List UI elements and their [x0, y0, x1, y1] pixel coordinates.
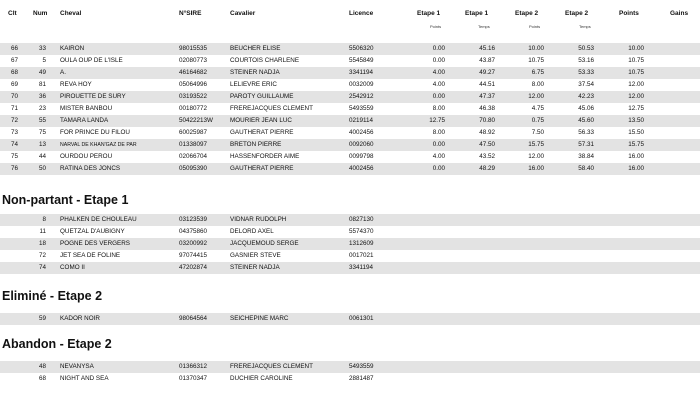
cell-e2p: 15.75	[528, 141, 544, 148]
cell-clt: 73	[10, 129, 18, 136]
header-etape2-temps: Etape 2	[565, 10, 589, 17]
cell-cheval: NEVANYSA	[60, 363, 94, 370]
cell-e1t: 49.27	[479, 69, 495, 76]
cell-licence: 2542912	[349, 93, 374, 100]
cell-pts: 15.75	[628, 141, 644, 148]
cell-cheval: MISTER BANBOU	[60, 105, 113, 112]
cell-clt: 67	[10, 57, 18, 64]
header-gains: Gains	[670, 10, 689, 17]
cell-sire: 02080773	[179, 57, 208, 64]
cell-cavalier: STEINER NADJA	[230, 264, 280, 271]
cell-e1p: 4.00	[432, 153, 445, 160]
cell-cheval: KAIRON	[60, 45, 85, 52]
cell-num: 49	[38, 69, 46, 76]
cell-cavalier: COURTOIS CHARLENE	[230, 57, 300, 64]
cell-e1t: 44.51	[479, 81, 495, 88]
cell-num: 48	[38, 363, 46, 370]
header-cavalier: Cavalier	[230, 10, 256, 17]
cell-sire: 98015535	[179, 45, 208, 52]
cell-pts: 15.50	[628, 129, 644, 136]
header-cheval: Cheval	[60, 10, 82, 17]
cell-pts: 10.00	[628, 45, 644, 52]
cell-cavalier: PAROTY GUILLAUME	[230, 93, 294, 100]
cell-e2t: 53.16	[578, 57, 594, 64]
cell-cheval: NIGHT AND SEA	[60, 375, 109, 382]
cell-e1t: 48.29	[479, 165, 495, 172]
cell-licence: 2881487	[349, 375, 374, 382]
header-etape2-points: Etape 2	[515, 10, 539, 17]
cell-licence: 0219114	[349, 117, 374, 124]
header-etape1-temps: Etape 1	[465, 10, 489, 17]
cell-cavalier: DELORD AXEL	[230, 228, 274, 235]
cell-pts: 10.75	[628, 69, 644, 76]
cell-sire: 03193522	[179, 93, 208, 100]
cell-clt: 71	[10, 105, 18, 112]
cell-cheval: NARVAL DE KHAN'GAZ DE PAR	[60, 142, 137, 148]
cell-clt: 72	[10, 117, 18, 124]
table-row	[0, 127, 700, 139]
header-etape2-temps-sub: Temps	[579, 24, 591, 29]
header-etape1-points: Etape 1	[417, 10, 441, 17]
cell-e1p: 8.00	[432, 105, 445, 112]
cell-num: 11	[39, 228, 46, 235]
cell-pts: 12.00	[628, 81, 644, 88]
cell-e2t: 57.31	[578, 141, 594, 148]
cell-e2t: 45.06	[578, 105, 594, 112]
cell-e2p: 12.00	[528, 93, 544, 100]
header-etape1-points-sub: Points	[430, 24, 442, 29]
cell-cheval: OULA OUP DE L'ISLE	[60, 57, 123, 64]
table-row	[0, 262, 700, 274]
header-clt: Clt	[8, 10, 17, 17]
cell-e2p: 6.75	[531, 69, 544, 76]
cell-pts: 10.75	[628, 57, 644, 64]
cell-cheval: KADOR NOIR	[60, 315, 100, 322]
header-licence: Licence	[349, 10, 374, 17]
cell-cavalier: HASSENFORDER AIME	[230, 153, 300, 160]
cell-num: 44	[38, 153, 46, 160]
cell-e1p: 4.00	[432, 81, 445, 88]
cell-e1p: 4.00	[432, 69, 445, 76]
cell-cavalier: GASNIER STEVE	[230, 252, 281, 259]
cell-licence: 0827130	[349, 216, 374, 223]
cell-cavalier: GAUTHERAT PIERRE	[230, 165, 294, 172]
table-row	[0, 313, 700, 325]
table-row	[0, 361, 700, 373]
cell-num: 13	[38, 141, 46, 148]
cell-e1p: 0.00	[432, 45, 445, 52]
cell-e1t: 48.92	[479, 129, 495, 136]
table-row	[0, 214, 700, 226]
cell-cheval: COMO II	[60, 264, 85, 271]
cell-cavalier: BRETON PIERRE	[230, 141, 282, 148]
cell-e2p: 16.00	[528, 165, 544, 172]
cell-sire: 01338097	[179, 141, 208, 148]
table-row	[0, 373, 700, 385]
cell-licence: 5545849	[349, 57, 374, 64]
cell-e2p: 12.00	[528, 153, 544, 160]
cell-cheval: FOR PRINCE DU FILOU	[60, 129, 130, 136]
cell-licence: 3341194	[349, 264, 374, 271]
cell-sire: 02066704	[179, 153, 208, 160]
cell-pts: 16.00	[628, 153, 644, 160]
cell-clt: 75	[10, 153, 18, 160]
cell-e1p: 0.00	[432, 93, 445, 100]
cell-sire: 01370347	[179, 375, 208, 382]
cell-e2t: 38.84	[578, 153, 594, 160]
cell-cheval: OURDOU PEROU	[60, 153, 113, 160]
section-title: Eliminé - Etape 2	[2, 289, 103, 303]
cell-sire: 50422213W	[179, 117, 213, 124]
cell-sire: 60025987	[179, 129, 208, 136]
cell-licence: 5506320	[349, 45, 374, 52]
cell-clt: 68	[10, 69, 18, 76]
cell-licence: 0099798	[349, 153, 374, 160]
cell-pts: 12.00	[628, 93, 644, 100]
cell-cheval: TAMARA LANDA	[60, 117, 109, 124]
cell-licence: 5574370	[349, 228, 374, 235]
cell-e1t: 43.52	[479, 153, 495, 160]
cell-cheval: A.	[60, 69, 66, 76]
cell-cheval: RATINA DES JONCS	[60, 165, 121, 172]
cell-cavalier: GAUTHERAT PIERRE	[230, 129, 294, 136]
cell-e2p: 8.00	[531, 81, 544, 88]
cell-licence: 4002456	[349, 165, 374, 172]
cell-e1t: 47.50	[479, 141, 495, 148]
cell-pts: 12.75	[628, 105, 644, 112]
header-num: Num	[33, 10, 48, 17]
cell-cheval: PHALKEN DE CHOULEAU	[60, 216, 137, 223]
cell-sire: 98064564	[179, 315, 208, 322]
cell-cavalier: BEUCHER ELISE	[230, 45, 281, 52]
cell-cavalier: VIDNAR RUDOLPH	[230, 216, 287, 223]
section-title: Abandon - Etape 2	[2, 337, 112, 351]
cell-e1t: 70.80	[479, 117, 495, 124]
cell-sire: 97074415	[179, 252, 208, 259]
cell-e2t: 50.53	[578, 45, 594, 52]
cell-cavalier: STEINER NADJA	[230, 69, 280, 76]
cell-clt: 74	[10, 141, 18, 148]
cell-cavalier: FREREJACQUES CLEMENT	[230, 105, 313, 112]
cell-cheval: POGNE DES VERGERS	[60, 240, 130, 247]
cell-licence: 4002456	[349, 129, 374, 136]
cell-clt: 76	[10, 165, 18, 172]
cell-e2t: 37.54	[578, 81, 594, 88]
cell-licence: 1312609	[349, 240, 374, 247]
cell-num: 81	[38, 81, 46, 88]
cell-sire: 47202874	[179, 264, 208, 271]
cell-e2t: 56.33	[578, 129, 594, 136]
cell-sire: 03200992	[179, 240, 208, 247]
cell-e2p: 7.50	[531, 129, 544, 136]
cell-num: 8	[42, 216, 46, 223]
table-row	[0, 226, 700, 238]
cell-e1t: 47.37	[479, 93, 495, 100]
cell-num: 59	[38, 315, 46, 322]
cell-clt: 69	[10, 81, 18, 88]
cell-num: 36	[38, 93, 46, 100]
table-row	[0, 115, 700, 127]
cell-num: 5	[42, 57, 46, 64]
cell-licence: 3341194	[349, 69, 374, 76]
cell-cavalier: LELIEVRE ERIC	[230, 81, 277, 88]
table-row	[0, 103, 700, 115]
cell-e2t: 58.40	[578, 165, 594, 172]
cell-num: 74	[38, 264, 46, 271]
cell-e1p: 0.00	[432, 141, 445, 148]
cell-e2t: 42.23	[578, 93, 594, 100]
section-title: Non-partant - Etape 1	[2, 193, 129, 207]
table-row	[0, 79, 700, 91]
cell-sire: 03123539	[179, 216, 208, 223]
cell-num: 68	[38, 375, 46, 382]
cell-num: 50	[38, 165, 46, 172]
cell-licence: 5493559	[349, 363, 374, 370]
table-row	[0, 163, 700, 175]
cell-cheval: QUETZAL D'AUBIGNY	[60, 228, 125, 235]
cell-e2p: 10.75	[528, 57, 544, 64]
cell-cavalier: FREREJACQUES CLEMENT	[230, 363, 313, 370]
cell-cavalier: DUCHIER CAROLINE	[230, 375, 293, 382]
cell-licence: 0092060	[349, 141, 374, 148]
cell-e1t: 45.16	[479, 45, 495, 52]
cell-pts: 13.50	[628, 117, 644, 124]
cell-e1t: 46.38	[479, 105, 495, 112]
cell-e1t: 43.87	[479, 57, 495, 64]
cell-sire: 05095390	[179, 165, 208, 172]
cell-num: 55	[38, 117, 46, 124]
cell-e2t: 53.33	[578, 69, 594, 76]
cell-e1p: 12.75	[429, 117, 445, 124]
cell-sire: 01366312	[179, 363, 208, 370]
cell-num: 18	[38, 240, 46, 247]
header-sire: N°SIRE	[179, 10, 202, 17]
cell-e2p: 0.75	[531, 117, 544, 124]
cell-e1p: 0.00	[432, 165, 445, 172]
table-header	[0, 0, 700, 37]
cell-e2p: 4.75	[531, 105, 544, 112]
cell-num: 33	[38, 45, 46, 52]
cell-cheval: REVA HOY	[60, 81, 92, 88]
header-points: Points	[619, 10, 639, 17]
table-row	[0, 43, 700, 55]
table-row	[0, 151, 700, 163]
cell-clt: 70	[10, 93, 18, 100]
cell-num: 23	[38, 105, 46, 112]
table-row	[0, 91, 700, 103]
cell-licence: 0017021	[349, 252, 374, 259]
cell-cavalier: SEICHEPINE MARC	[230, 315, 289, 322]
cell-cheval: JET SEA DE FOLINE	[60, 252, 121, 259]
cell-licence: 0032009	[349, 81, 374, 88]
cell-e1p: 8.00	[432, 129, 445, 136]
cell-sire: 46164682	[179, 69, 208, 76]
cell-clt: 66	[10, 45, 18, 52]
table-row	[0, 238, 700, 250]
cell-cheval: PIROUETTE DE SURY	[60, 93, 126, 100]
cell-sire: 00180772	[179, 105, 208, 112]
cell-cavalier: JACQUEMOUD SERGE	[230, 240, 299, 247]
table-row	[0, 139, 700, 151]
table-row	[0, 67, 700, 79]
cell-pts: 16.00	[628, 165, 644, 172]
cell-sire: 05064996	[179, 81, 208, 88]
cell-e1p: 0.00	[432, 57, 445, 64]
header-etape2-points-sub: Points	[529, 24, 541, 29]
table-row	[0, 55, 700, 67]
cell-sire: 04375860	[179, 228, 208, 235]
cell-e2t: 45.60	[578, 117, 594, 124]
cell-num: 72	[38, 252, 46, 259]
cell-num: 75	[38, 129, 46, 136]
table-row	[0, 250, 700, 262]
cell-licence: 0061301	[349, 315, 374, 322]
cell-cavalier: MOURIER JEAN LUC	[230, 117, 292, 124]
cell-e2p: 10.00	[528, 45, 544, 52]
header-etape1-temps-sub: Temps	[478, 24, 490, 29]
cell-licence: 5493559	[349, 105, 374, 112]
